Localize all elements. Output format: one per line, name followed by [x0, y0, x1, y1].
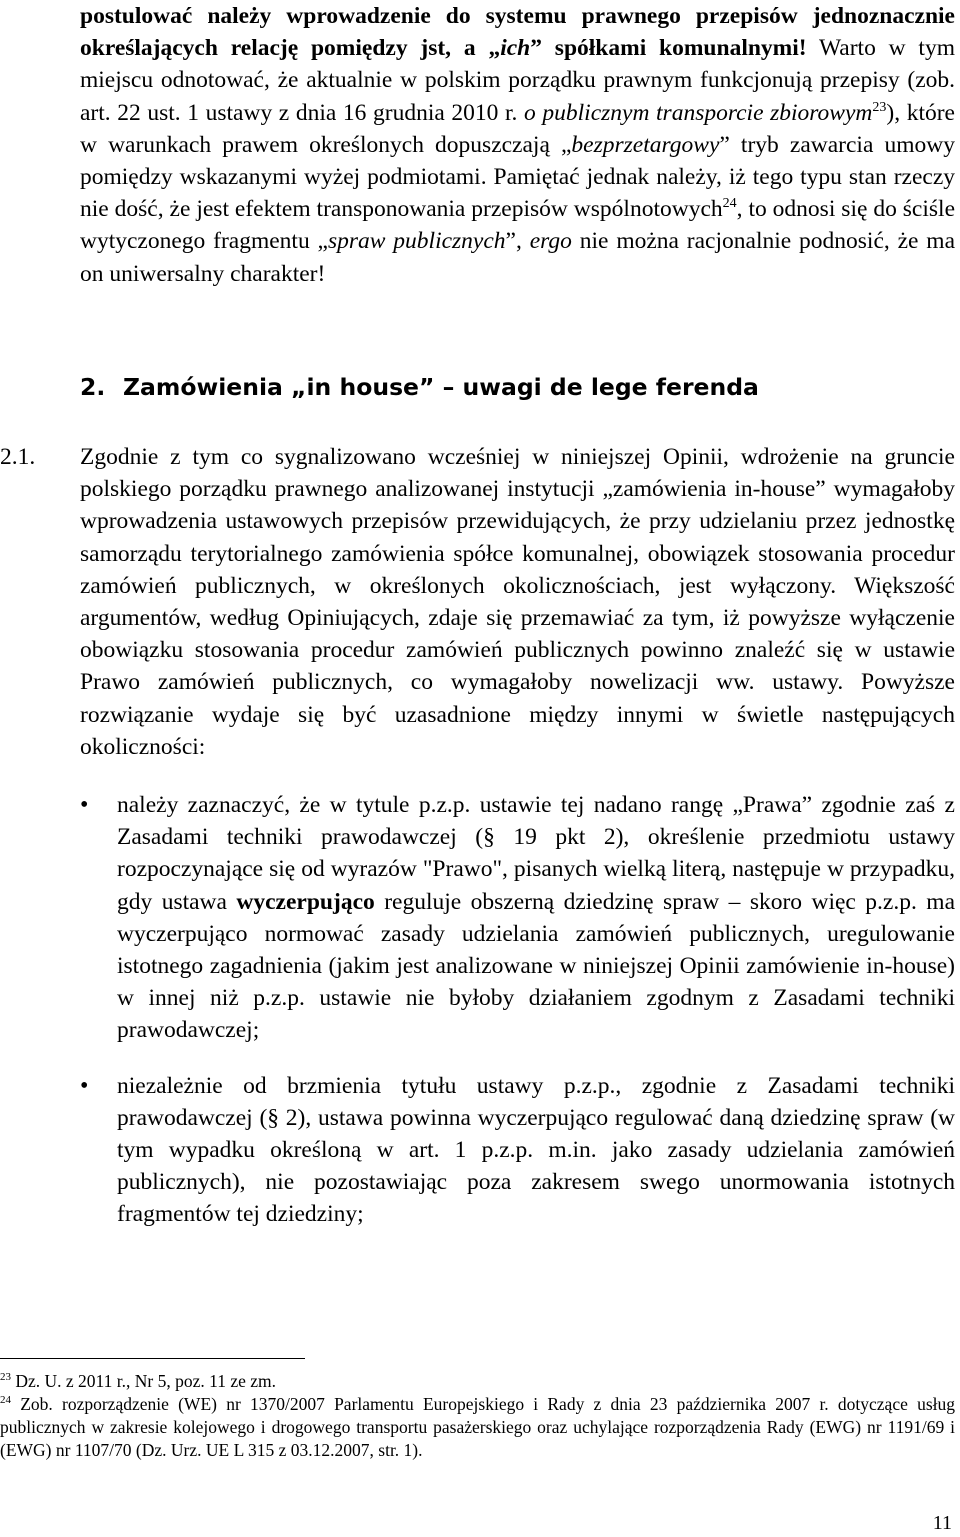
bullet-list	[80, 789, 955, 1231]
italic-term: spraw publicznych	[327, 228, 506, 255]
footnote-24	[0, 1393, 955, 1462]
footnote-text: Zob. rozporządzenie (WE) nr 1370/2007 Parlamentu Europejskiego i Rady z dnia 23 października 2007 r. dotyczące usług publicznych w zakresie kolejowego i drogowego transportu pasażerskiego oraz uchylające rozporządzenia Rady (EWG) nr 1191/69 i (EWG) nr 1107/70 (Dz. Urz. UE L 315 z 03.12.2007, str. 1).	[0, 1394, 955, 1460]
heading-text: Zamówienia „in house” – uwagi de lege ferenda	[123, 373, 759, 401]
footnote-number: 23	[0, 1371, 11, 1384]
bullet-icon: •	[80, 1072, 89, 1099]
italic-term: bezprzetargowy	[571, 131, 720, 158]
footnotes	[0, 1370, 955, 1462]
body-text: ” tryb zawarcia umowy pomiędzy wskazanymi wyżej podmiotami. Pamiętać jednak należy, iż tego typu stan rzeczy nie dość, że jest efektem transponowania przepisów wspólnotowych	[80, 131, 955, 223]
footnote-number: 24	[0, 1394, 11, 1407]
bold-text: ” spółkami komunalnymi!	[530, 35, 807, 62]
list-item-text: niezależnie od brzmienia tytułu ustawy p.z.p., zgodnie z Zasadami techniki prawodawczej (§ 2), ustawa powinna wyczerpująco regulować daną dziedzinę spraw (w tym wypadku określoną w art. 1 p.z.p. m.in. jako zasady udzielania zamówień publicznych), nie pozostawiając poza zakresem swego unormowania istotnych fragmentów tej dziedziny;	[117, 1072, 955, 1228]
heading-number: 2.	[80, 373, 106, 401]
footnote-text: Dz. U. z 2011 r., Nr 5, poz. 11 ze zm.	[11, 1371, 277, 1391]
footnote-23	[0, 1370, 955, 1393]
subsection-paragraph: Zgodnie z tym co sygnalizowano wcześniej w niniejszej Opinii, wdrożenie na gruncie polskiego porządku prawnego analizowanej instytucji „zamówienia in-house” wymagałoby wprowadzenia ustawowych przepisów przewidujących, że przy udzielaniu przez jednostkę samorządu terytorialnego zamówienia spółce komunalnej, obowiązek stosowania procedur zamówień publicznych, w określonych okolicznościach, jest wyłączony. Większość argumentów, według Opiniujących, zdaje się przemawiać za tym, iż powyższe wyłączenie obowiązku stosowania procedur zamówień publicznych powinno znaleźć się w ustawie Prawo zamówień publicznych, co wymagałoby nowelizacji ww. ustawy. Powyższe rozwiązanie wydaje się być uzasadnione między innymi w świetle następujących okoliczności:	[80, 444, 955, 760]
body-text: ), które w warunkach prawem określonych dopuszczają „	[80, 99, 955, 158]
body-text: ”,	[505, 228, 530, 255]
paragraph-intro	[80, 0, 955, 290]
italic-act-title: o publicznym transporcie zbiorowym	[524, 99, 873, 126]
footnote-ref-24[interactable]: 24	[722, 196, 737, 212]
list-item	[80, 789, 955, 1047]
body-text: Warto w tym miejscu odnotować, że aktualnie w polskim porządku prawnym funkcjonują przepisy (zob. art. 22 ust. 1 ustawy z dnia 16 grudnia 2010 r.	[80, 35, 955, 126]
page-number: 11	[932, 1512, 952, 1534]
body-text: , to odnosi się do ściśle wytyczonego fragmentu „	[80, 196, 955, 255]
bold-italic-text: ich	[500, 35, 531, 62]
footnote-separator	[0, 1358, 305, 1359]
list-item-text: reguluje obszerną dziedzinę spraw – skoro więc p.z.p. ma wyczerpująco normować zasady udzielania zamówień publicznych, uregulowanie istotnego zagadnienia (jakim jest analizowane w niniejszej Opinii zamówienie in-house) w innej niż p.z.p. ustawie nie byłoby działaniem zgodnym z Zasadami techniki prawodawczej;	[117, 888, 955, 1044]
italic-term: ergo	[529, 228, 572, 255]
bold-word: wyczerpująco	[236, 888, 375, 915]
list-item	[80, 1070, 955, 1231]
bullet-icon: •	[80, 792, 89, 818]
bold-text: postulować należy wprowadzenie do systemu prawnego przepisów jednoznacznie określających relację pomiędzy jst, a „	[80, 3, 955, 62]
section-heading	[80, 372, 955, 402]
body-text: nie można racjonalnie podnosić, że ma on uniwersalny charakter!	[80, 228, 955, 287]
footnote-ref-23[interactable]: 23	[872, 99, 887, 115]
list-item-text: należy zaznaczyć, że w tytule p.z.p. ustawie tej nadano rangę „Prawa” zgodnie zaś z Zasadami techniki prawodawczej (§ 19 pkt 2), określenie przedmiotu ustawy rozpoczynające się od wyrazów "Prawo", pisanych wielką literą, następuje w przypadku, gdy ustawa	[117, 792, 955, 915]
subsection-number: 2.1.	[0, 444, 36, 470]
